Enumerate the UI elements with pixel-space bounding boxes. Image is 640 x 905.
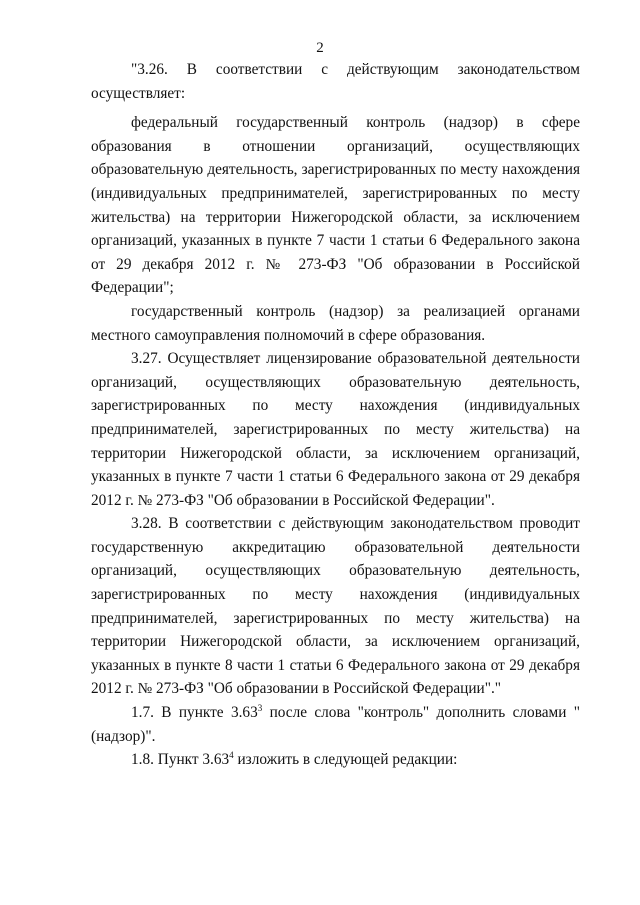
document-body bbox=[91, 58, 580, 772]
paragraph-1-8-start: 1.8. Пункт 3.63 bbox=[131, 751, 230, 769]
page-number: 2 bbox=[316, 40, 324, 56]
paragraph-3-28: 3.28. В соответствии с действующим законодательством проводит государственную аккредитацию образовательной деятельности организаций, осуществляющих образовательную деятельность, зарегистрированных по месту нахождения (индивидуальных предпринимателей, зарегистрированных по месту жительства) на территории Нижегородской области, за исключением организаций, указанных в пункте 8 части 1 статьи 6 Федерального закона от 29 декабря 2012 г. № 273-ФЗ "Об образовании в Российской Федерации"." bbox=[91, 515, 580, 698]
paragraph-3-27: 3.27. Осуществляет лицензирование образовательной деятельности организаций, осуществляющих образовательную деятельность, зарегистрированных по месту нахождения (индивидуальных предпринимателей, зарегистрированных по месту жительства) на территории Нижегородской области, за исключением организаций, указанных в пункте 7 части 1 статьи 6 Федерального закона от 29 декабря 2012 г. № 273-ФЗ "Об образовании в Российской Федерации". bbox=[91, 350, 580, 509]
paragraph-1-7-start: 1.7. В пункте 3.63 bbox=[131, 704, 258, 722]
paragraph-federal-control: федеральный государственный контроль (надзор) в сфере образования в отношении организаций, осуществляющих образовательную деятельность, зарегистрированных по месту нахождения (индивидуальных предпринимателей, зарегистрированных по месту жительства) на территории Нижегородской области, за исключением организаций, указанных в пункте 7 части 1 статьи 6 Федерального закона от 29 декабря 2012 г. № 273-ФЗ "Об образовании в Российской Федерации"; bbox=[91, 114, 580, 297]
superscript-3: 3 bbox=[257, 702, 263, 713]
paragraph-1-7-end: после слова "контроль" дополнить словами "(надзор)". bbox=[91, 704, 580, 745]
paragraph-1-8 bbox=[91, 748, 580, 772]
paragraph-3-26-intro: "3.26. В соответствии с действующим законодательством осуществляет: bbox=[91, 61, 580, 102]
paragraph-state-control: государственный контроль (надзор) за реализацией органами местного самоуправления полномочий в сфере образования. bbox=[91, 302, 580, 344]
superscript-4: 4 bbox=[229, 750, 234, 761]
paragraph-1-7 bbox=[91, 701, 580, 748]
paragraph-1-8-end: изложить в следующей редакции: bbox=[233, 751, 458, 769]
